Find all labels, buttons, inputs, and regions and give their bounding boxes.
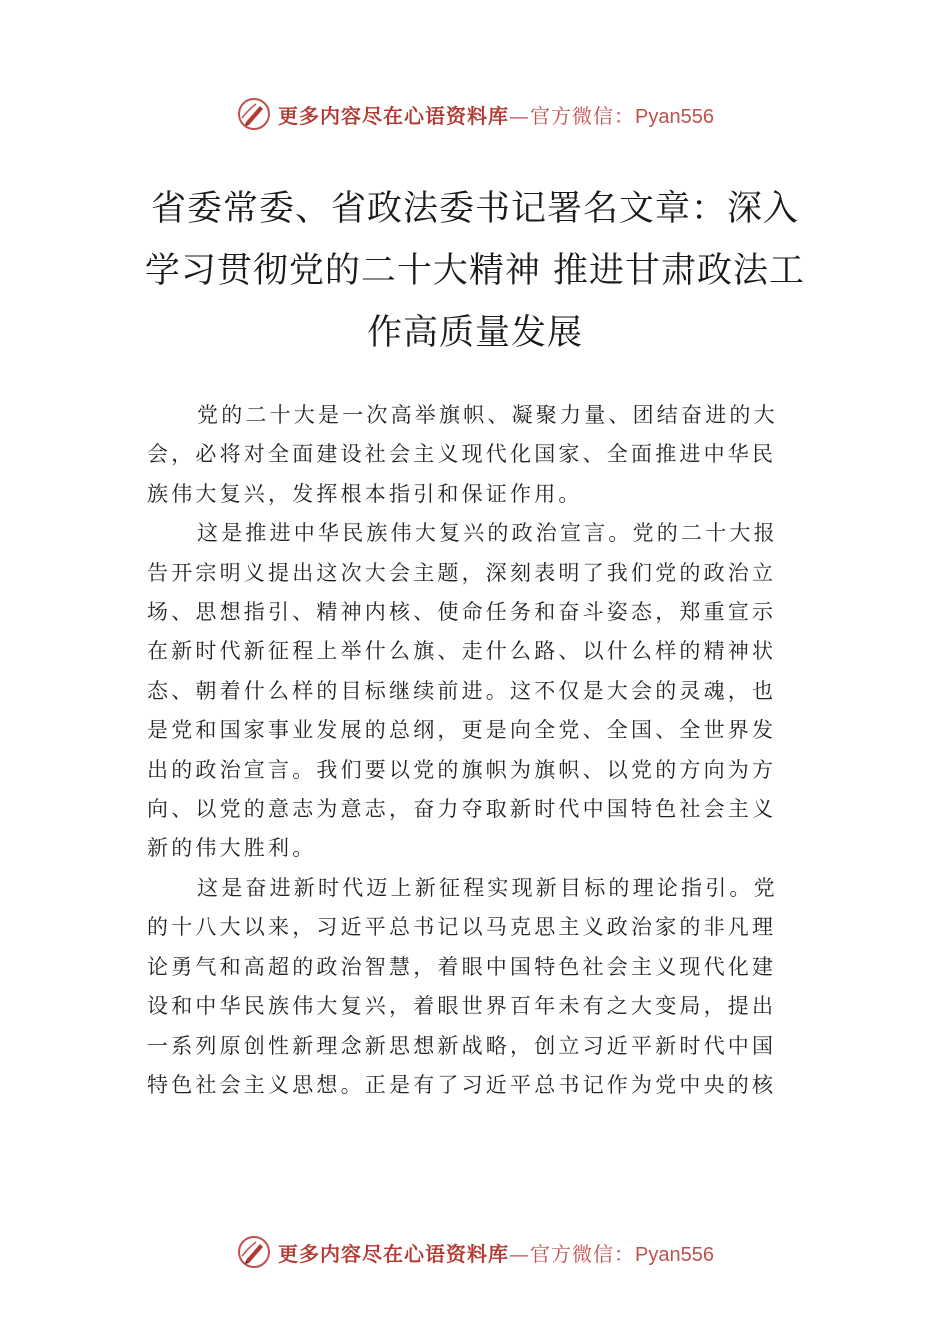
text-line: 告开宗明义提出这次大会主题，深刻表明了我们党的政治立 <box>147 560 777 585</box>
paragraph-3 <box>147 869 807 1105</box>
watermark-text <box>278 100 714 129</box>
watermark-dash: — <box>509 103 531 128</box>
text-line: 新的伟大胜利。 <box>147 836 317 861</box>
watermark-main: 更多内容尽在心语资料库 <box>278 103 510 128</box>
watermark-sub: 官方微信： <box>530 103 636 128</box>
watermark-id: Pyan556 <box>635 1243 714 1266</box>
text-line: 的十八大以来，习近平总书记以马克思主义政治家的非凡理 <box>147 915 777 940</box>
header-watermark <box>0 92 950 136</box>
text-line: 向、以党的意志为意志，奋力夺取新时代中国特色社会主义 <box>147 797 777 822</box>
watermark-main: 更多内容尽在心语资料库 <box>278 1241 510 1266</box>
paragraph-2 <box>147 514 807 869</box>
pen-logo-icon <box>236 96 272 132</box>
text-line: 是党和国家事业发展的总纲，更是向全党、全国、全世界发 <box>147 718 777 743</box>
text-line: 这是推进中华民族伟大复兴的政治宣言。党的二十大报 <box>197 521 778 546</box>
footer-watermark <box>0 1230 950 1274</box>
text-line: 特色社会主义思想。正是有了习近平总书记作为党中央的核 <box>147 1072 777 1097</box>
title-line: 省委常委、省政法委书记署名文章：深入 <box>150 189 799 229</box>
text-line: 出的政治宣言。我们要以党的旗帜为旗帜、以党的方向为方 <box>147 757 777 782</box>
pen-logo-icon <box>236 1234 272 1270</box>
text-line: 态、朝着什么样的目标继续前进。这不仅是大会的灵魂，也 <box>147 678 777 703</box>
watermark-id: Pyan556 <box>635 105 714 128</box>
title-line: 学习贯彻党的二十大精神 推进甘肃政法工 <box>144 251 806 291</box>
watermark-text <box>278 1238 714 1267</box>
watermark-dash: — <box>509 1241 531 1266</box>
document-body <box>147 396 807 1105</box>
text-line: 这是奋进新时代迈上新征程实现新目标的理论指引。党 <box>197 875 778 900</box>
title-line: 作高质量发展 <box>366 313 583 353</box>
text-line: 论勇气和高超的政治智慧，着眼中国特色社会主义现代化建 <box>147 954 777 979</box>
text-line: 会，必将对全面建设社会主义现代化国家、全面推进中华民 <box>147 442 777 467</box>
text-line: 族伟大复兴，发挥根本指引和保证作用。 <box>147 481 583 506</box>
paragraph-1 <box>147 396 807 514</box>
text-line: 设和中华民族伟大复兴，着眼世界百年未有之大变局，提出 <box>147 994 777 1019</box>
text-line: 场、思想指引、精神内核、使命任务和奋斗姿态，郑重宣示 <box>147 600 777 625</box>
text-line: 党的二十大是一次高举旗帜、凝聚力量、团结奋进的大 <box>197 403 778 427</box>
document-title <box>120 178 830 364</box>
text-line: 一系列原创性新理念新思想新战略，创立习近平新时代中国 <box>147 1033 777 1058</box>
text-line: 在新时代新征程上举什么旗、走什么路、以什么样的精神状 <box>147 639 777 664</box>
watermark-sub: 官方微信： <box>530 1241 636 1266</box>
